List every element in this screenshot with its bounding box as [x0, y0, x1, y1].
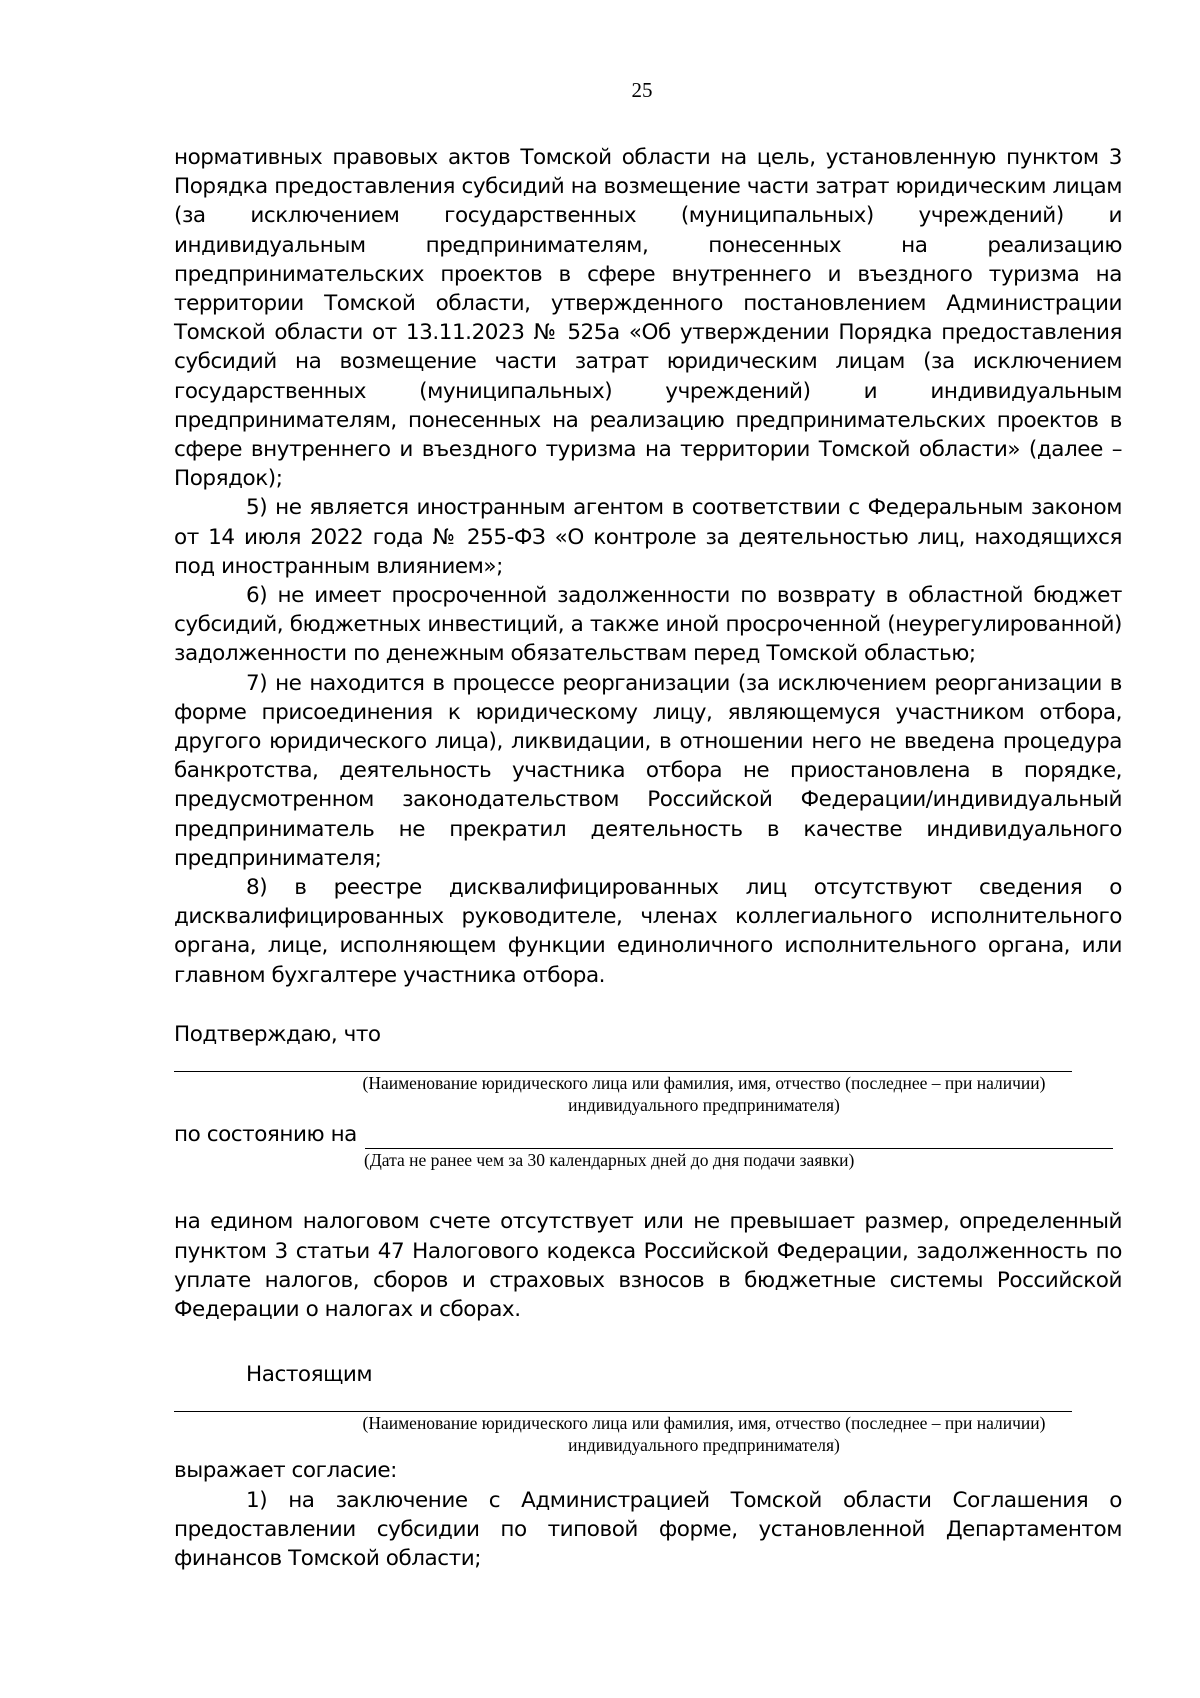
- consent-caption-line-2: индивидуального предпринимателя): [568, 1435, 840, 1456]
- document-body: [174, 143, 1122, 1573]
- list-item-8: 8) в реестре дисквалифицированных лиц отсутствуют сведения о дисквалифицированных руководителе, членах коллегиального исполнительного органа, лице, исполняющем функции единоличного исполнительного органа, или главном бухгалтере участника отбора.: [174, 875, 1122, 988]
- caption-line-2: индивидуального предпринимателя): [568, 1095, 840, 1116]
- date-field[interactable]: [365, 1126, 1113, 1149]
- page-number: 25: [631, 78, 653, 102]
- entity-name-caption: [274, 1072, 1134, 1116]
- caption-line-1: (Наименование юридического лица или фамилия, имя, отчество (последнее – при наличии): [362, 1073, 1046, 1094]
- consent-item-1: 1) на заключение с Администрацией Томской области Соглашения о предоставлении субсидии по типовой форме, установленной Департаментом финансов Томской области;: [174, 1487, 1122, 1571]
- confirm-label: Подтверждаю, что: [174, 1021, 381, 1047]
- list-item-6: 6) не имеет просроченной задолженности по возврату в областной бюджет субсидий, бюджетных инвестиций, а также иной просроченной (неурегулированной) задолженности по денежным обязательствам перед Томской областью;: [174, 583, 1122, 667]
- consent-entity-name-field[interactable]: [174, 1393, 1072, 1412]
- paragraph-intro: нормативных правовых актов Томской области на цель, установленную пунктом 3 Порядка предоставления субсидий на возмещение части затрат юридическим лицам (за исключением государственных (муниципальных) учреждений) и индивидуальным предпринимателям, понесенных на реализацию предпринимательских проектов в сфере внутреннего и въездного туризма на территории Томской области, утвержденного постановлением Администрации Томской области от 13.11.2023 № 525а «Об утверждении Порядка предоставления субсидий на возмещение части затрат юридическим лицам (за исключением государственных (муниципальных) учреждений) и индивидуальным предпринимателям, понесенных на реализацию предпринимательских проектов в сфере внутреннего и въездного туризма на территории Томской области» (далее – Порядок);: [174, 145, 1122, 492]
- consent-label: выражает согласие:: [174, 1458, 397, 1484]
- date-label: по состоянию на: [174, 1122, 357, 1148]
- list-item-7: 7) не находится в процессе реорганизации (за исключением реорганизации в форме присоединения к юридическому лицу, являющемуся участником отбора, другого юридического лица), ликвидации, в отношении него не введена процедура банкротства, деятельность участника отбора не приостановлена в порядке, предусмотренном законодательством Российской Федерации/индивидуальный предприниматель не прекратил деятельность в качестве индивидуального предпринимателя;: [174, 670, 1122, 871]
- consent-caption-line-1: (Наименование юридического лица или фамилия, имя, отчество (последнее – при наличии): [362, 1413, 1046, 1434]
- date-caption: (Дата не ранее чем за 30 календарных дней до дня подачи заявки): [364, 1150, 855, 1171]
- entity-name-field[interactable]: [174, 1053, 1072, 1072]
- tax-statement: на едином налоговом счете отсутствует или не превышает размер, определенный пунктом 3 статьи 47 Налогового кодекса Российской Федерации, задолженность по уплате налогов, сборов и страховых взносов в бюджетные системы Российской Федерации о налогах и сборах.: [174, 1209, 1122, 1322]
- list-item-5: 5) не является иностранным агентом в соответствии с Федеральным законом от 14 июля 2022 года № 255-ФЗ «О контроле за деятельностью лиц, находящихся под иностранным влиянием»;: [174, 495, 1122, 579]
- date-row: [174, 1120, 1122, 1149]
- consent-entity-caption: [274, 1412, 1134, 1456]
- consent-intro-label: Настоящим: [246, 1362, 373, 1388]
